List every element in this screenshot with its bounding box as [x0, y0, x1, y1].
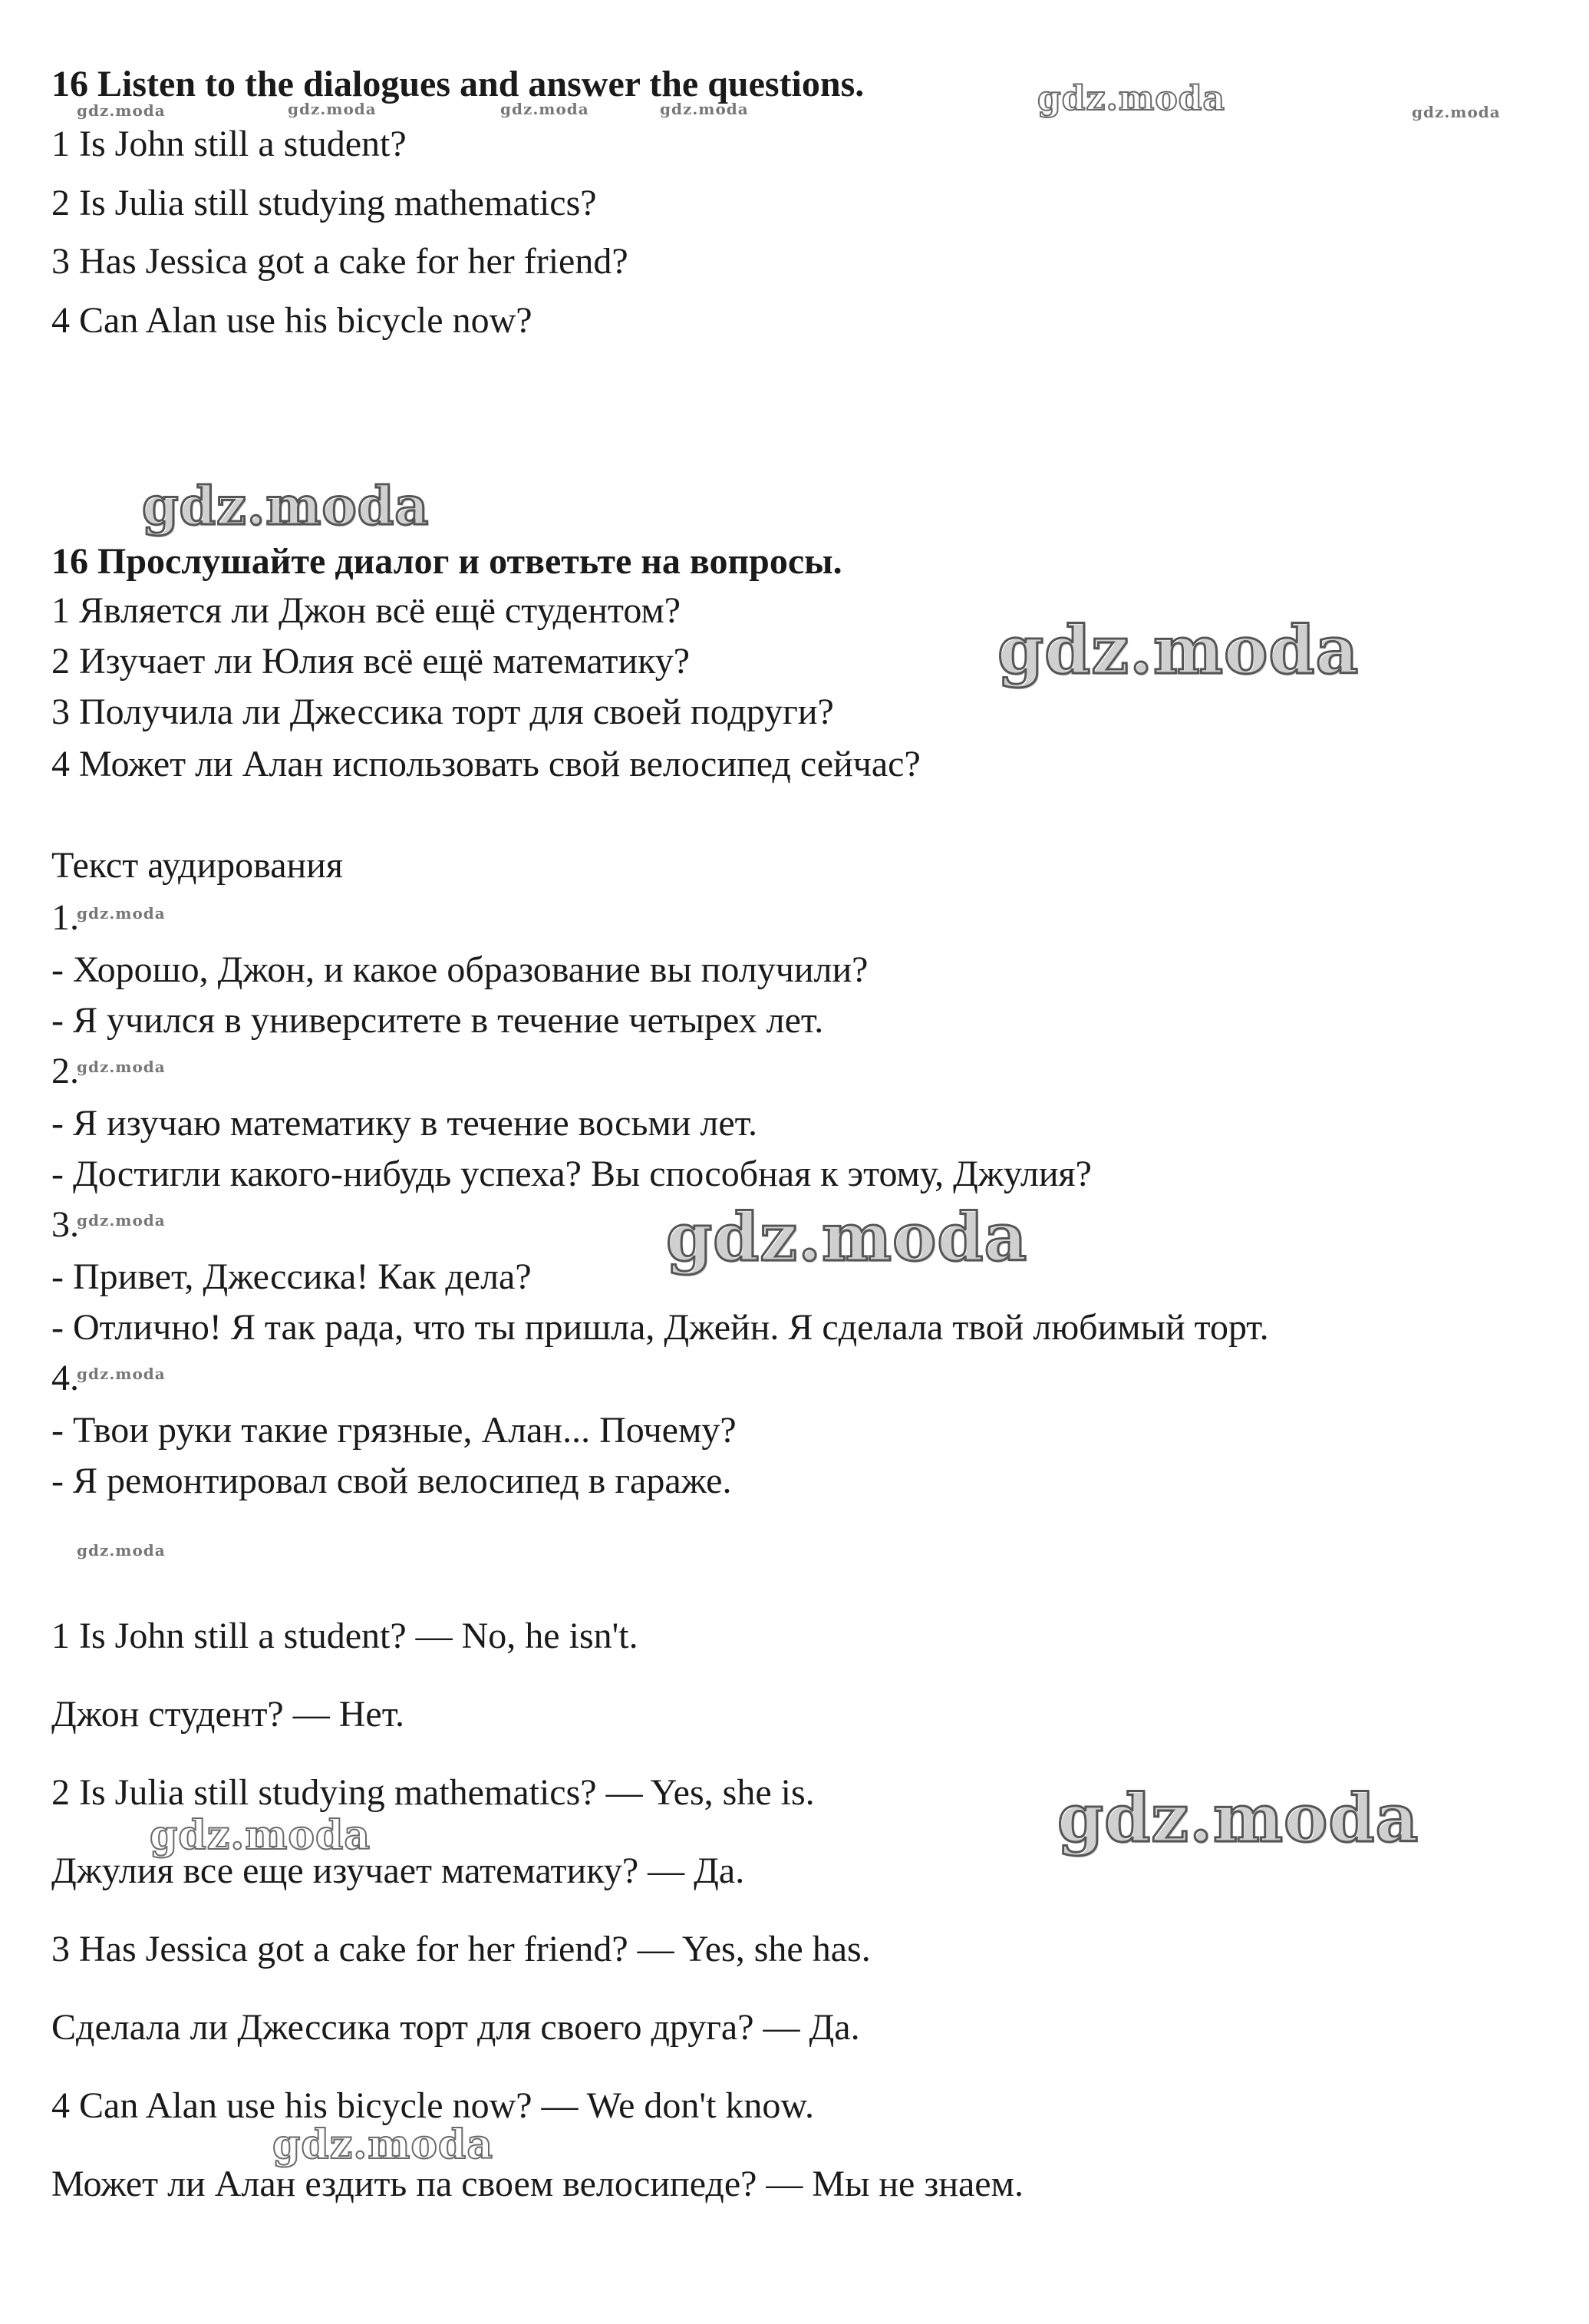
dialogue-line: - Твои руки такие грязные, Алан... Почему?: [51, 1410, 737, 1451]
watermark-tiny: gdz.moda: [1412, 103, 1501, 121]
dialogue-line: - Отлично! Я так рада, что ты пришла, Джейн. Я сделала твой любимый торт.: [51, 1307, 1269, 1348]
watermark-tiny: gdz.moda: [660, 100, 749, 118]
answer-en: 1 Is John still a student? — No, he isn't.: [51, 1616, 638, 1656]
watermark-large: gdz.moda: [997, 612, 1360, 689]
watermark-large: gdz.moda: [142, 476, 430, 537]
question-ru: 4 Может ли Алан использовать свой велосипед сейчас?: [51, 744, 921, 784]
watermark-mid: gdz.moda: [1037, 79, 1226, 118]
watermark-tiny: gdz.moda: [77, 1058, 166, 1076]
watermark-tiny: gdz.moda: [77, 1541, 166, 1560]
question-en: 2 Is Julia still studying mathematics?: [51, 183, 597, 223]
answer-ru: Джулия все еще изучает математику? — Да.: [51, 1850, 745, 1891]
task-title-ru: 16 Прослушайте диалог и ответьте на вопросы.: [51, 541, 842, 582]
answer-ru: Может ли Алан ездить па своем велосипеде? — Мы не знаем.: [51, 2164, 1024, 2204]
watermark-tiny: gdz.moda: [77, 1211, 166, 1230]
dialogue-number: 1.: [51, 897, 79, 938]
dialogue-line: - Я изучаю математику в течение восьми лет.: [51, 1103, 758, 1144]
watermark-large: gdz.moda: [1057, 1780, 1419, 1857]
question-en: 1 Is John still a student?: [51, 124, 407, 164]
watermark-mid: gdz.moda: [272, 2121, 494, 2168]
watermark-tiny: gdz.moda: [500, 100, 589, 118]
watermark-large: gdz.moda: [666, 1199, 1028, 1276]
watermark-tiny: gdz.moda: [77, 1365, 166, 1383]
answer-ru: Джон студент? — Нет.: [51, 1694, 405, 1735]
answer-en: 4 Can Alan use his bicycle now? — We don't know.: [51, 2085, 814, 2126]
task-title-en: 16 Listen to the dialogues and answer the questions.: [51, 64, 865, 104]
dialogue-line: - Я учился в университете в течение четырех лет.: [51, 1000, 824, 1041]
dialogue-line: - Я ремонтировал свой велосипед в гараже.: [51, 1461, 732, 1501]
watermark-tiny: gdz.moda: [77, 101, 166, 120]
dialogue-number: 3.: [51, 1204, 79, 1245]
question-ru: 3 Получила ли Джессика торт для своей подруги?: [51, 692, 834, 732]
answer-ru: Сделала ли Джессика торт для своего друга? — Да.: [51, 2007, 860, 2048]
dialogue-number: 4.: [51, 1358, 79, 1398]
dialogue-line: - Привет, Джессика! Как дела?: [51, 1256, 532, 1297]
watermark-tiny: gdz.moda: [288, 100, 377, 118]
answer-en: 2 Is Julia still studying mathematics? — Yes, she is.: [51, 1772, 815, 1813]
question-ru: 2 Изучает ли Юлия всё ещё математику?: [51, 641, 691, 682]
watermark-mid: gdz.moda: [150, 1812, 371, 1859]
watermark-tiny: gdz.moda: [77, 904, 166, 923]
dialogue-line: - Достигли какого-нибудь успеха? Вы способная к этому, Джулия?: [51, 1154, 1092, 1194]
answer-en: 3 Has Jessica got a cake for her friend? — Yes, she has.: [51, 1929, 871, 1969]
question-en: 3 Has Jessica got a cake for her friend?: [51, 241, 628, 282]
question-ru: 1 Является ли Джон всё ещё студентом?: [51, 590, 681, 631]
question-en: 4 Can Alan use his bicycle now?: [51, 300, 532, 341]
transcript-heading: Текст аудирования: [51, 845, 343, 886]
dialogue-line: - Хорошо, Джон, и какое образование вы получили?: [51, 949, 869, 990]
dialogue-number: 2.: [51, 1051, 79, 1091]
